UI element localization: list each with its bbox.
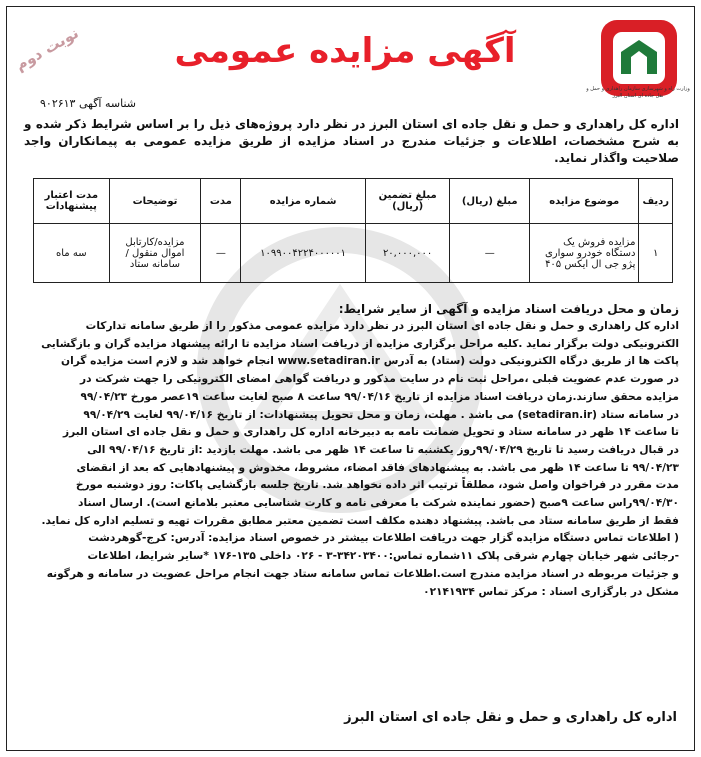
header-description: توضیحات bbox=[109, 179, 201, 224]
page-title: آگهی مزایده عمومی bbox=[174, 31, 516, 71]
header-guarantee: مبلغ تضمین (ریال) bbox=[365, 179, 450, 224]
body-line: در صورت عدم عضویت قبلی ،مراحل ثبت نام در سایت مذکور و دریافت گواهی امضای الکترونیکی را جهت شرکت در bbox=[80, 373, 679, 386]
conditions-body bbox=[24, 318, 679, 601]
body-line: ۹۹/۰۴/۲۳ تا ساعت ۱۴ ظهر می باشد. به پیشنهادهای فاقد امضاء، مشروط، مخدوش و پیشنهادهایی که بعد از انقضای bbox=[76, 461, 679, 474]
table-row bbox=[34, 224, 673, 283]
section-title: زمان و محل دریافت اسناد مزایده و آگهی از سایر شرایط: bbox=[338, 302, 679, 316]
header-amount: مبلغ (ریال) bbox=[450, 179, 530, 224]
body-line: ( اطلاعات تماس دستگاه مزایده گزار جهت دریافت اطلاعات بیشتر در خصوص اسناد مزایده: آدرس: کرج-گوهردشت bbox=[88, 532, 679, 545]
table-header-row bbox=[34, 179, 673, 224]
body-line: پاکت ها از طریق درگاه الکترونیکی دولت (ستاد) به آدرس www.setadiran.ir انجام خواهد شد و لازم است مزایده گران bbox=[61, 355, 679, 368]
body-line: -رجائی شهر خیابان چهارم شرقی پلاک ۱۱شماره تماس:۳۴۲۰۳۴۰۰-۳ - ۰۲۶ داخلی ۱۳۵-۱۷۶ *سایر شرایط، اطلاعات bbox=[87, 550, 679, 563]
cell-subject: مزایده فروش یک دستگاه خودرو سواری پژو جی ال ایکس ۴۰۵ bbox=[530, 224, 639, 283]
header-row-number: ردیف bbox=[639, 179, 673, 224]
cell-row-number: ۱ bbox=[639, 224, 673, 283]
body-line: مزایده محقق سازند.زمان دریافت اسناد مزایده از تاریخ ۹۹/۰۴/۱۶ ساعت ۸ صبح لغایت ساعت ۱۹عصر مورخ ۹۹/۰۴/۲۳ bbox=[80, 390, 679, 403]
cell-auction-number: ۱۰۹۹۰۰۴۲۲۴۰۰۰۰۰۱ bbox=[241, 224, 365, 283]
notice-number: شناسه آگهی ۹۰۲۶۱۳ bbox=[40, 97, 136, 110]
body-line: و جزئیات مربوطه در اسناد مزایده مندرج است.اطلاعات تماس سامانه ستاد جهت انجام مراحل عضویت در سامانه و هرگونه bbox=[46, 567, 679, 580]
body-line: فقط از طریق سامانه ستاد می باشد. پیشنهاد دهنده مکلف است تضمین معتبر مطابق مقررات تهیه و تسلیم اداره کل نماید. bbox=[41, 514, 679, 527]
body-line: اداره کل راهداری و حمل و نقل جاده ای استان البرز در نظر دارد مزایده عمومی مذکور را از طریق سامانه تدارکات bbox=[85, 320, 679, 332]
body-line: الکترونیکی دولت برگزار نماید .کلیه مراحل برگزاری مزایده از دریافت اسناد مزایده تا ارائه پیشنهاد مزایده گران و بازگشایی bbox=[41, 337, 679, 350]
header-auction-number: شماره مزایده bbox=[241, 179, 365, 224]
cell-guarantee: ۲۰,۰۰۰,۰۰۰ bbox=[365, 224, 450, 283]
cell-validity: سه ماه bbox=[34, 224, 110, 283]
body-line: در قبال دریافت رسید تا تاریخ ۹۹/۰۴/۲۹روز یکشنبه تا ساعت ۱۴ ظهر می باشد. مهلت بازدید :از تاریخ ۹۹/۰۴/۱۶ الی bbox=[87, 443, 679, 456]
body-line: در سامانه ستاد (setadiran.ir) می باشد . مهلت، زمان و محل تحویل پیشنهادات: از تاریخ ۹۹/۰۴/۱۶ لغایت ۹۹/۰۴/۲۹ bbox=[83, 408, 679, 421]
header-duration: مدت bbox=[201, 179, 241, 224]
cell-duration: — bbox=[201, 224, 241, 283]
body-line: مشکل در بارگزاری اسناد : مرکز تماس ۰۲۱۴۱۹۳۴ bbox=[423, 585, 679, 598]
auction-table bbox=[33, 178, 673, 283]
body-line: تا ساعت ۱۴ ظهر در سامانه ستاد و تحویل ضمانت نامه به دبیرخانه اداره کل راهداری و حمل و نقل جاده ای استان البرز bbox=[62, 426, 679, 439]
second-round-stamp: نوبت دوم bbox=[12, 23, 82, 75]
body-line: ۹۹/۰۴/۳۰راس ساعت ۹صبح (حضور نماینده شرکت با معرفی نامه و کارت شناسایی معتبر بلامانع است). ارسال اسناد bbox=[78, 497, 679, 510]
issuer-signature: اداره کل راهداری و حمل و نقل جاده ای استان البرز bbox=[344, 710, 677, 725]
logo-caption: وزارت راه و شهرسازی سازمان راهداری و حمل و نقل جاده ای استان البرز bbox=[586, 86, 690, 99]
intro-paragraph: اداره کل راهداری و حمل و نقل جاده ای استان البرز در نظر دارد پروژه‌های ذیل را بر اساس شرایط ذکر شده و به شرح مشخصات، اطلاعات و جزئیات مندرج در اسناد مزایده از طریق مزایده عمومی به پیمانکاران واجد صلاحیت واگذار نماید. bbox=[24, 117, 679, 165]
body-line: مدت مقرر در فراخوان واصل شود، مطلقاً ترتیب اثر داده نخواهد شد. تاریخ جلسه بازگشایی پاکات: روز دوشنبه مورخ bbox=[75, 479, 679, 492]
header-validity: مدت اعتبار پیشنهادات bbox=[34, 179, 110, 224]
header-subject: موضوع مزایده bbox=[530, 179, 639, 224]
cell-description: مزایده/کارتابل اموال منقول / سامانه ستاد bbox=[109, 224, 201, 283]
cell-amount: — bbox=[450, 224, 530, 283]
